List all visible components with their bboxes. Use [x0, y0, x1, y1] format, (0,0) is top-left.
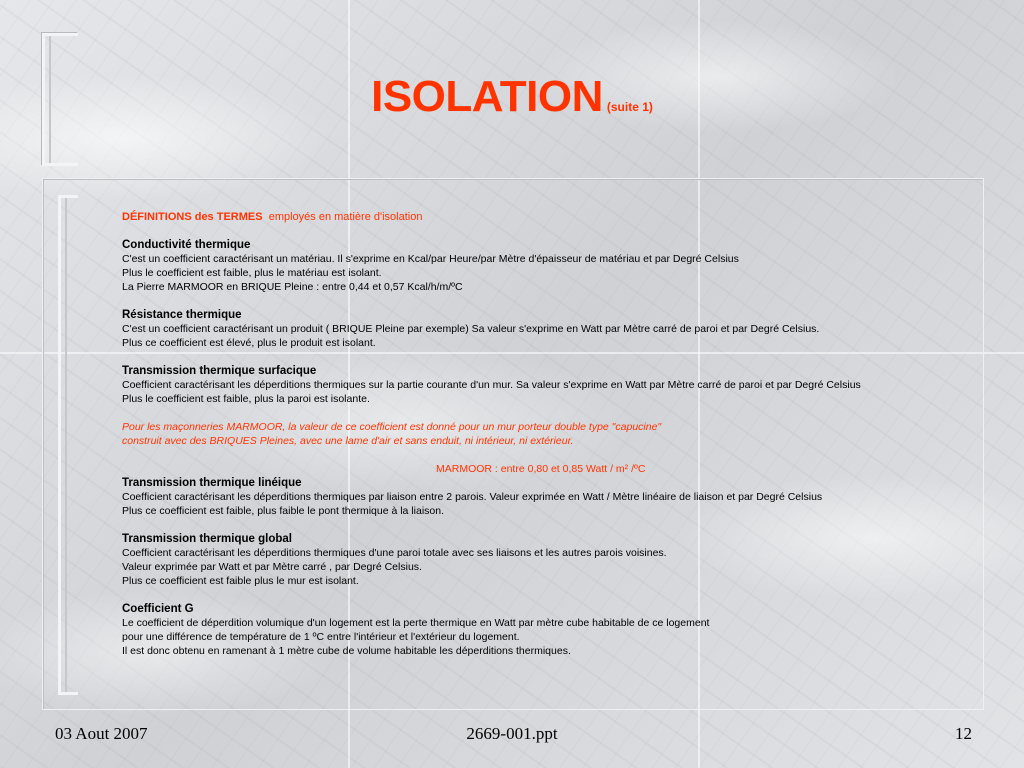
section-line: Plus le coefficient est faible, plus la paroi est isolante. — [122, 393, 370, 405]
section-line: Coefficient caractérisant les déperditions thermiques d'une paroi totale avec ses liaisons et les autres parois voisines. — [122, 547, 667, 559]
section-heading: Conductivité thermique — [122, 239, 251, 251]
section-line: Le coefficient de déperdition volumique d'un logement est la perte thermique en Watt par mètre cube habitable de ce logement — [122, 617, 710, 629]
section-heading: Transmission thermique surfacique — [122, 365, 317, 377]
section-heading: Coefficient G — [122, 603, 194, 615]
section-line: Plus ce coefficient est faible plus le mur est isolant. — [122, 575, 359, 587]
footer-filename: 2669-001.ppt — [466, 724, 558, 743]
section-line: Plus ce coefficient est élevé, plus le produit est isolant. — [122, 337, 376, 349]
section-line: C'est un coefficient caractérisant un matériau. Il s'exprime en Kcal/par Heure/par Mètre d'épaisseur de matériau et par Degré Celsius — [122, 253, 739, 265]
marmoor-note: Pour les maçonneries MARMOOR, la valeur de ce coefficient est donné pour un mur porteur double type "capucine" — [122, 421, 662, 433]
section-line: pour une différence de température de 1 ºC entre l'intérieur et l'extérieur du logement. — [122, 631, 520, 643]
slide-title: ISOLATION — [371, 72, 603, 121]
definitions-title: DÉFINITIONS des TERMES — [122, 211, 263, 223]
section-heading: Transmission thermique global — [122, 533, 292, 545]
slide-title-area — [0, 72, 1024, 122]
footer-date: 03 Aout 2007 — [55, 724, 148, 743]
section-line: Coefficient caractérisant les déperditions thermiques sur la partie courante d'un mur. Sa valeur s'exprime en Watt par Mètre carré de paroi et par Degré Celsius — [122, 379, 861, 391]
marmoor-note: construit avec des BRIQUES Pleines, avec une lame d'air et sans enduit, ni intérieur, ni extérieur. — [122, 435, 574, 447]
section-line: Il est donc obtenu en ramenant à 1 mètre cube de volume habitable les déperditions thermiques. — [122, 645, 571, 657]
section-line: Valeur exprimée par Watt et par Mètre carré , par Degré Celsius. — [122, 561, 422, 573]
section-line: C'est un coefficient caractérisant un produit ( BRIQUE Pleine par exemple) Sa valeur s'exprime en Watt par Mètre carré de paroi et par Degré Celsius. — [122, 323, 820, 335]
footer-page-number: 12 — [955, 724, 972, 743]
section-heading: Transmission thermique linéique — [122, 477, 302, 489]
section-line: Plus ce coefficient est faible, plus faible le pont thermique à la liaison. — [122, 505, 444, 517]
section-heading: Résistance thermique — [122, 309, 242, 321]
slide-subtitle: (suite 1) — [606, 100, 653, 114]
slide-footer — [0, 724, 1024, 748]
marmoor-value: MARMOOR : entre 0,80 et 0,85 Watt / m² /ºC — [436, 463, 646, 475]
definitions-header — [122, 210, 972, 224]
section-line: Plus le coefficient est faible, plus le matériau est isolant. — [122, 267, 382, 279]
slide-body — [122, 210, 972, 658]
section-line: Coefficient caractérisant les déperditions thermiques par liaison entre 2 parois. Valeur exprimée en Watt / Mètre linéaire de liaison et par Degré Celsius — [122, 491, 823, 503]
decorative-bracket-side — [58, 195, 78, 695]
section-line: La Pierre MARMOOR en BRIQUE Pleine : entre 0,44 et 0,57 Kcal/h/m/ºC — [122, 281, 463, 293]
definitions-subtitle: employés en matière d'isolation — [268, 211, 423, 223]
